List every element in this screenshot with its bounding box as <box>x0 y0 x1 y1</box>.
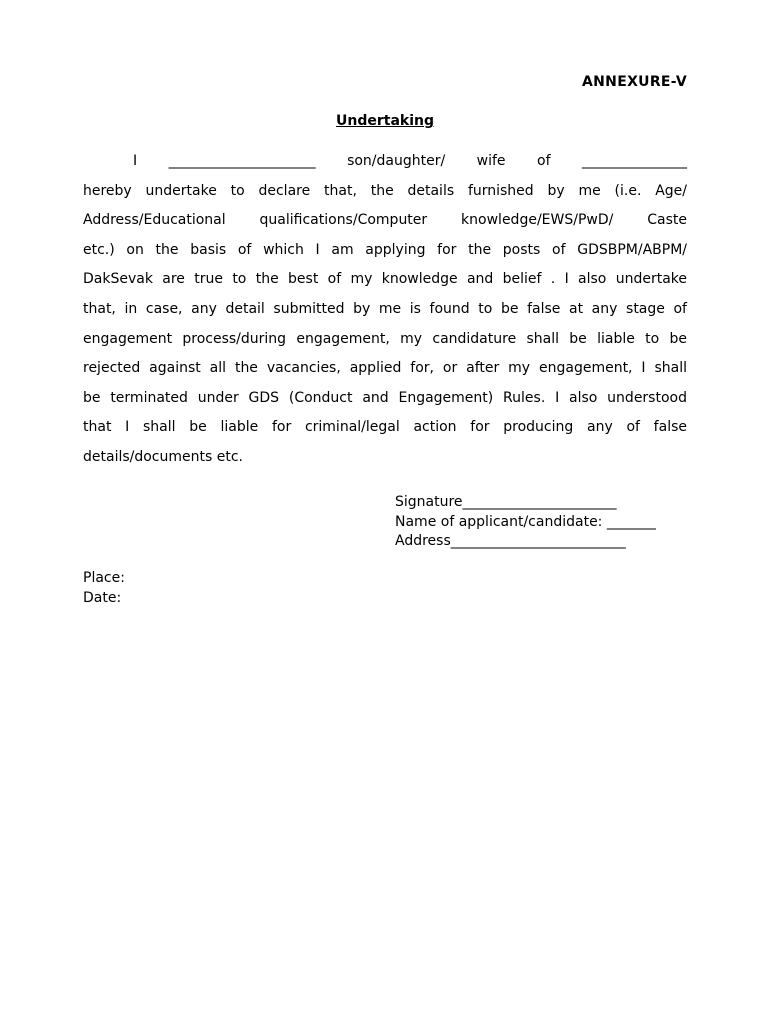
date-label: Date: <box>83 589 122 606</box>
undertaking-body <box>83 147 687 473</box>
body-line: etc.) on the basis of which I am applying for the posts of GDSBPM/ABPM/ <box>83 241 687 258</box>
body-line: be terminated under GDS (Conduct and Engagement) Rules. I also understood <box>83 389 687 406</box>
body-line: I _____________________ son/daughter/ wife of _______________ <box>133 153 687 169</box>
body-line: details/documents etc. <box>83 448 243 465</box>
place-label: Place: <box>83 570 125 586</box>
body-line: engagement process/during engagement, my candidature shall be liable to be <box>83 330 687 347</box>
place-date-block <box>83 569 125 608</box>
applicant-name-line: Name of applicant/candidate: _______ <box>395 513 656 530</box>
body-line: that, in case, any detail submitted by me is found to be false at any stage of <box>83 300 687 317</box>
body-line: hereby undertake to declare that, the details furnished by me (i.e. Age/ <box>83 182 687 199</box>
page-title: Undertaking <box>336 113 434 129</box>
body-line: DakSevak are true to the best of my knowledge and belief . I also undertake <box>83 271 687 288</box>
body-line: that I shall be liable for criminal/legal action for producing any of false <box>83 419 687 436</box>
body-line: Address/Educational qualifications/Computer knowledge/EWS/PwD/ Caste <box>83 212 687 229</box>
body-line: rejected against all the vacancies, applied for, or after my engagement, I shall <box>83 360 687 377</box>
annexure-label: ANNEXURE-V <box>582 74 687 90</box>
signature-block <box>395 493 656 552</box>
signature-line: Signature______________________ <box>395 494 617 510</box>
address-line: Address_________________________ <box>395 533 626 549</box>
